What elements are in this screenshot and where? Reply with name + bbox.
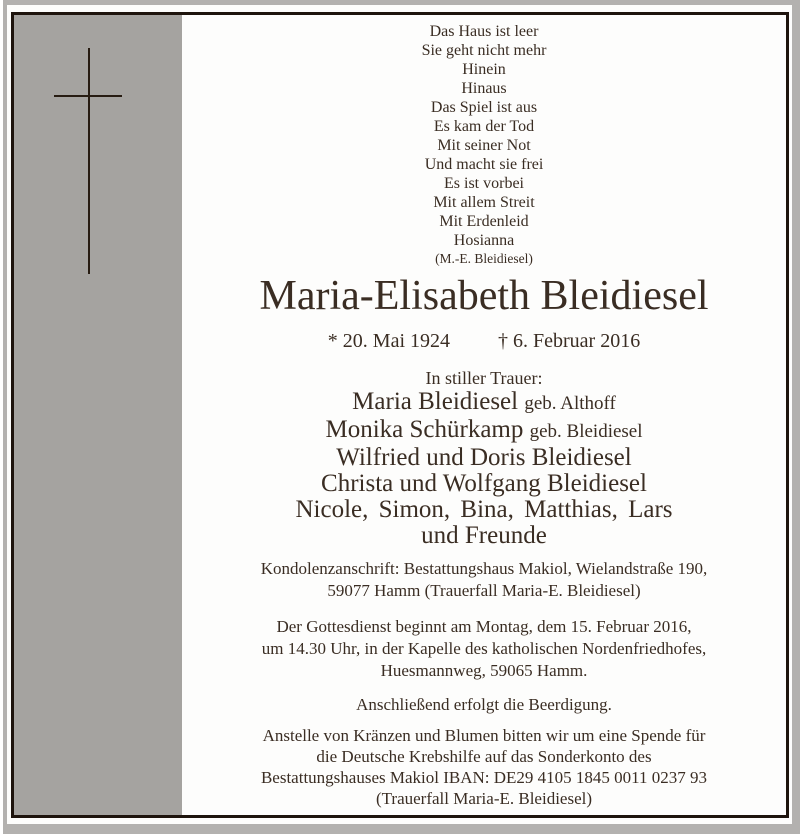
mourner-name: Christa und Wolfgang Bleidiesel <box>321 470 647 497</box>
service-line: Huesmannweg, 59065 Hamm. <box>380 661 588 680</box>
poem-line: Und macht sie frei <box>424 156 544 173</box>
donation-line: (Trauerfall Maria-E. Bleidiesel) <box>375 789 593 808</box>
memorial-panel <box>14 15 182 815</box>
mourner-name: Nicole, Simon, Bina, Matthias, Lars <box>295 496 673 523</box>
donation-line: die Deutsche Krebshilfe auf das Sonderkonto des <box>316 747 652 766</box>
poem-line: Mit allem Streit <box>433 194 535 211</box>
poem-line: Hinaus <box>461 80 507 97</box>
poem-line: Das Spiel ist aus <box>430 99 538 116</box>
condolence-line: Kondolenzanschrift: Bestattungshaus Makiol, Wielandstraße 190, <box>260 559 708 578</box>
poem <box>192 22 776 267</box>
poem-line: Das Haus ist leer <box>429 23 539 40</box>
burial-note: Anschließend erfolgt die Beerdigung. <box>356 695 612 714</box>
poem-line: Hosianna <box>453 232 515 249</box>
mourner-line <box>192 445 776 471</box>
poem-line: Mit seiner Not <box>437 137 531 154</box>
mourning-intro: In stiller Trauer: <box>425 368 543 388</box>
mourner-name: Maria Bleidiesel <box>352 388 519 415</box>
service-info <box>192 616 776 682</box>
service-line: Der Gottesdienst beginnt am Montag, dem 15. Februar 2016, <box>276 617 692 636</box>
donation-line: Bestattungshauses Makiol IBAN: DE29 4105 1845 0011 0237 93 <box>260 768 708 787</box>
dates-row <box>192 330 776 353</box>
condolence-line: 59077 Hamm (Trauerfall Maria-E. Bleidiesel) <box>327 581 641 600</box>
cross-horizontal-bar <box>54 95 122 97</box>
notice-content <box>182 15 786 815</box>
poem-line: Mit Erdenleid <box>439 213 529 230</box>
birth-date: * 20. Mai 1924 <box>327 330 450 352</box>
mourner-name: Monika Schürkamp <box>325 416 524 443</box>
donation-request <box>192 725 776 809</box>
condolence-address <box>192 558 776 602</box>
poem-line: Hinein <box>462 61 506 78</box>
mourner-line <box>192 389 776 417</box>
page-edge <box>0 0 3 834</box>
mourner-name: Wilfried und Doris Bleidiesel <box>336 444 632 471</box>
death-date: † 6. Februar 2016 <box>498 330 641 352</box>
deceased-name: Maria-Elisabeth Bleidiesel <box>259 273 709 319</box>
poem-line: Sie geht nicht mehr <box>421 42 547 59</box>
mourner-line <box>192 497 776 523</box>
mourner-suffix: geb. Althoff <box>524 393 616 414</box>
poem-attribution: (M.-E. Bleidiesel) <box>435 251 533 266</box>
mourner-line <box>192 417 776 445</box>
poem-line: Es kam der Tod <box>433 118 535 135</box>
mourner-name: und Freunde <box>421 522 547 549</box>
mourner-line <box>192 471 776 497</box>
poem-line: Es ist vorbei <box>444 175 524 192</box>
service-line: um 14.30 Uhr, in der Kapelle des katholischen Nordenfriedhofes, <box>261 639 707 658</box>
mourners-list <box>192 389 776 549</box>
obituary-notice <box>11 12 789 818</box>
cross-icon <box>14 15 182 815</box>
mourner-line <box>192 523 776 549</box>
cross-vertical-bar <box>88 48 90 274</box>
donation-line: Anstelle von Kränzen und Blumen bitten wir um eine Spende für <box>262 726 706 745</box>
mourner-suffix: geb. Bleidiesel <box>529 421 643 442</box>
